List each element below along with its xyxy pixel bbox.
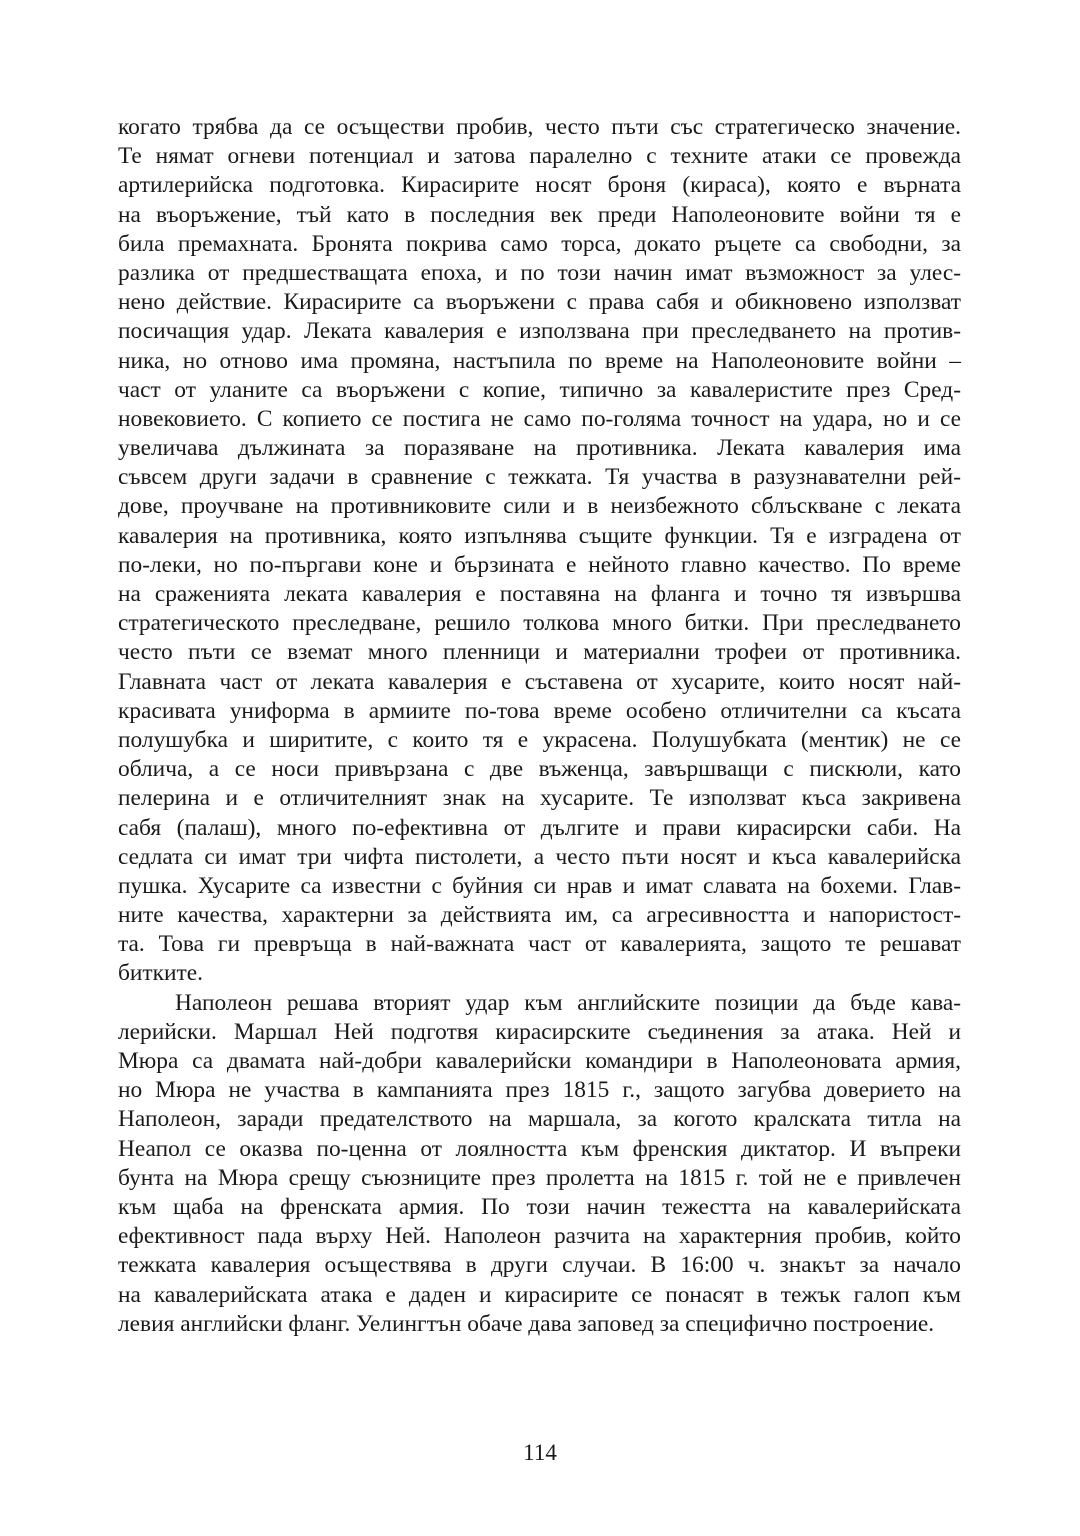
text-line: част от уланите са въоръжени с копие, типично за кавалеристите през Сред- [118,376,961,403]
text-line: лерийски. Маршал Ней подготвя кирасирските съединения за атака. Ней и [118,1018,961,1045]
text-line: но Мюра не участва в кампанията през 1815 г., защото загубва доверието на [118,1077,961,1104]
text-line: тежката кавалерия осъществява в други случаи. В 16:00 ч. знакът за начало [118,1252,961,1279]
text-line: на сраженията леката кавалерия е поставяна на фланга и точно тя извършва [118,581,961,607]
text-line: артилерийска подготовка. Кирасирите носят броня (кираса), която е върната [118,172,961,199]
text-line: посичащия удар. Леката кавалерия е използвана при преследването на против- [118,318,961,345]
text-line: била премахната. Бронята покрива само торса, докато ръцете са свободни, за [118,230,961,257]
text-line: кавалерия на противника, която изпълнява същите функции. Тя е изградена от [118,522,961,549]
text-line: стратегическото преследване, решило толкова много битки. При преследването [118,610,961,637]
text-line: облича, а се носи привързана с две въженца, завършващи с пискюли, като [118,756,961,783]
text-line: ника, но отново има промяна, настъпила по време на Наполеоновите войни – [118,347,961,374]
text-line: разлика от предшестващата епоха, и по този начин имат възможност за улес- [118,259,961,286]
text-line: Наполеон, заради предателството на маршала, за когото кралската титла на [118,1106,961,1133]
text-line: бунта на Мюра срещу съюзниците през пролетта на 1815 г. той не е привлечен [118,1164,961,1191]
text-line: когато трябва да се осъществи пробив, често пъти със стратегическо значение. [118,114,961,140]
text-line: красивата униформа в армиите по-това време особено отличителни са късата [118,697,961,724]
text-line: пелерина и е отличителният знак на хусарите. Те използват къса закривена [118,785,961,812]
text-line: Мюра са двамата най-добри кавалерийски командири в Наполеоновата армия, [118,1048,961,1074]
text-line: съвсем други задачи в сравнение с тежката. Тя участва в разузнавателни рей- [118,464,961,491]
text-line: Главната част от леката кавалерия е съставена от хусарите, които носят най- [118,668,961,695]
text-line: Неапол се оказва по-ценна от лоялността към френския диктатор. И въпреки [118,1135,961,1162]
text-line: битките. [118,960,203,987]
text-line: левия английски фланг. Уелингтън обаче дава заповед за специфично построение. [118,1310,935,1337]
text-line: често пъти се вземат много пленници и материални трофеи от противника. [118,639,961,666]
body-text [118,113,961,1339]
text-line: ните качества, характерни за действията им, са агресивността и напористост- [118,902,961,929]
text-line: пушка. Хусарите са известни с буйния си нрав и имат славата на бохеми. Глав- [118,872,961,899]
text-line: та. Това ги превръща в най-важната част от кавалерията, защото те решават [118,931,961,958]
text-line: нено действие. Кирасирите са въоръжени с права сабя и обикновено използват [118,289,961,316]
text-line: дове, проучване на противниковите сили и в неизбежното сблъскване с леката [118,493,961,520]
text-line: по-леки, но по-пъргави коне и бързината е нейното главно качество. По време [118,551,961,578]
text-line: на въоръжение, тъй като в последния век преди Наполеоновите войни тя е [118,201,961,228]
text-line: сабя (палаш), много по-ефективна от дългите и прави кирасирски саби. На [118,814,961,841]
text-line: седлата си имат три чифта пистолети, а често пъти носят и къса кавалерийска [118,843,961,870]
text-line: увеличава дължината за поразяване на противника. Леката кавалерия има [118,435,961,462]
text-line: към щаба на френската армия. По този начин тежестта на кавалерийската [118,1193,961,1220]
text-line: полушубка и ширитите, с които тя е украсена. Полушубката (ментик) не се [118,726,961,753]
text-line: новековието. С копието се постига не само по-голяма точност на удара, но и се [118,405,961,432]
text-line: на кавалерийската атака е даден и кирасирите се понасят в тежък галоп към [118,1281,961,1308]
text-line: Наполеон решава вторият удар към английските позиции да бъде кава- [175,989,961,1016]
page-number: 114 [523,1440,557,1465]
text-line: Те нямат огневи потенциал и затова паралелно с техните атаки се провежда [118,143,961,170]
text-line: ефективност пада върху Ней. Наполеон разчита на характерния пробив, който [118,1223,961,1250]
